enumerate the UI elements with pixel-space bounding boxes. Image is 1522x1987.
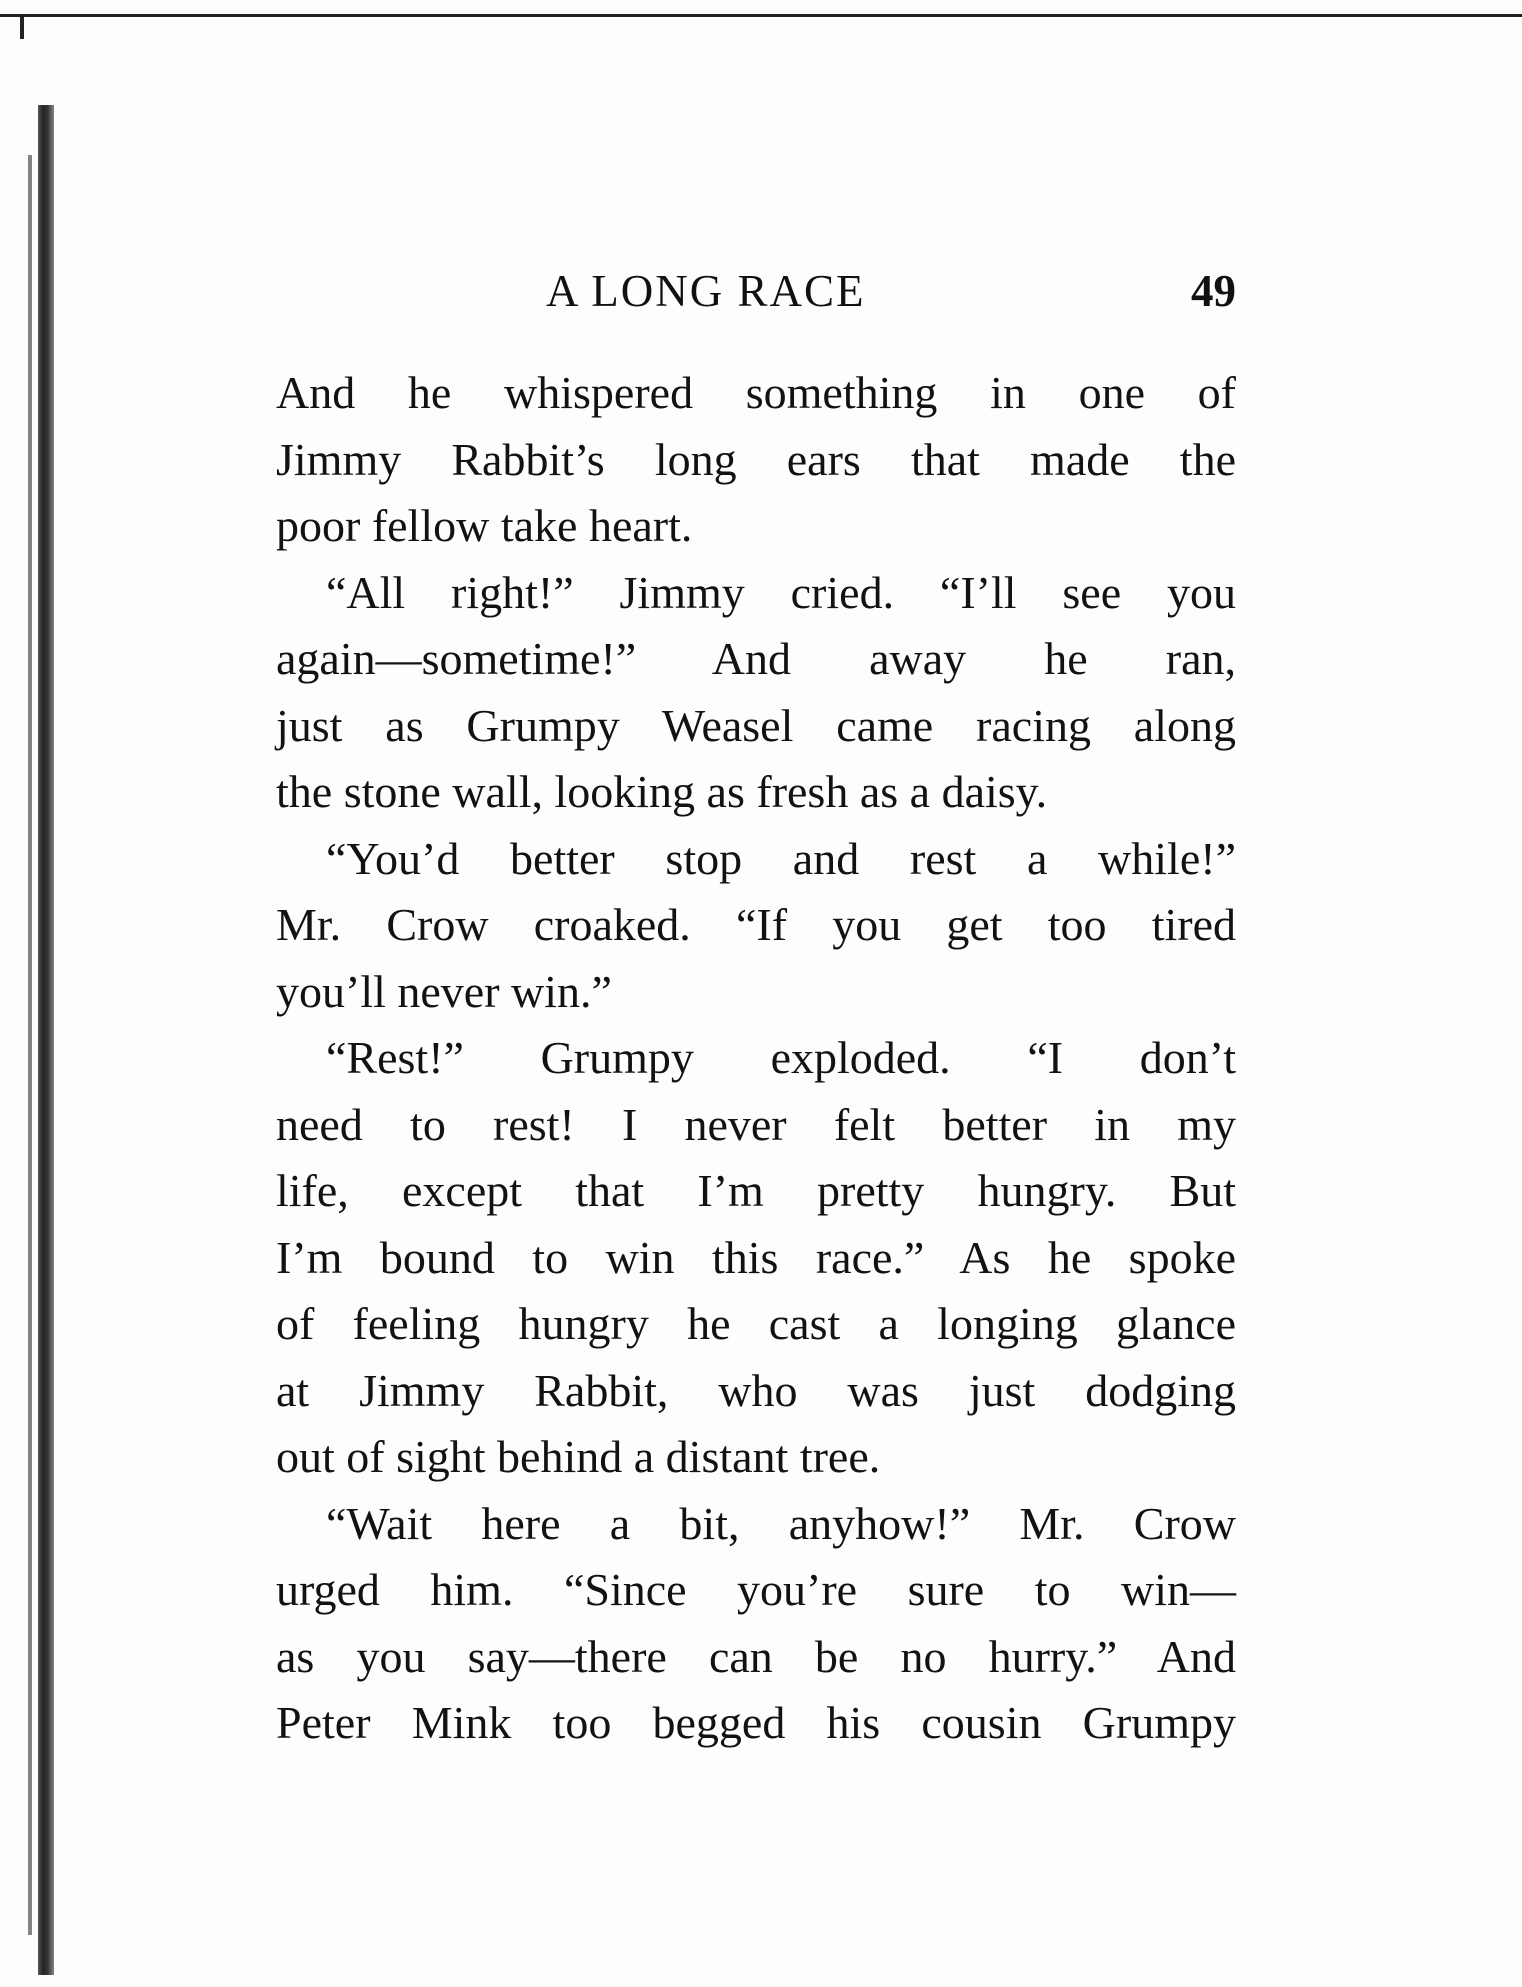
text-line: just as Grumpy Weasel came racing along — [276, 699, 1236, 751]
page-number: 49 — [1191, 266, 1236, 316]
text-line: “All right!” Jimmy cried. “I’ll see you — [326, 566, 1236, 618]
text-line: “Rest!” Grumpy exploded. “I don’t — [326, 1032, 1236, 1083]
text-line: poor fellow take heart. — [276, 500, 693, 551]
text-line: you’ll never win.” — [276, 965, 612, 1017]
text-line: at Jimmy Rabbit, who was just dodging — [276, 1364, 1236, 1416]
text-line: Peter Mink too begged his cousin Grumpy — [276, 1697, 1236, 1748]
text-line: as you say—there can be no hurry.” And — [276, 1630, 1236, 1682]
binding-shadow-thin — [28, 155, 32, 1935]
text-line: “Wait here a bit, anyhow!” Mr. Crow — [326, 1497, 1236, 1549]
text-line: again—sometime!” And away he ran, — [276, 633, 1236, 684]
page-header — [276, 265, 1236, 325]
text-line: the stone wall, looking as fresh as a daisy. — [276, 766, 1048, 817]
scan-top-edge — [0, 14, 1522, 17]
text-line: need to rest! I never felt better in my — [276, 1098, 1236, 1150]
text-line: “You’d better stop and rest a while!” — [326, 832, 1236, 884]
binding-shadow — [38, 105, 54, 1975]
text-line: out of sight behind a distant tree. — [276, 1431, 881, 1482]
text-line: Jimmy Rabbit’s long ears that made the — [276, 433, 1236, 485]
text-line: of feeling hungry he cast a longing glance — [276, 1298, 1236, 1349]
text-line: And he whispered something in one of — [276, 367, 1236, 418]
text-line: Mr. Crow croaked. “If you get too tired — [276, 899, 1236, 950]
text-line: life, except that I’m pretty hungry. But — [276, 1165, 1236, 1216]
scan-mark — [20, 17, 24, 39]
running-title: A LONG RACE — [546, 266, 866, 316]
text-line: urged him. “Since you’re sure to win— — [276, 1564, 1236, 1615]
body-text — [276, 360, 1236, 1757]
text-line: I’m bound to win this race.” As he spoke — [276, 1231, 1236, 1283]
